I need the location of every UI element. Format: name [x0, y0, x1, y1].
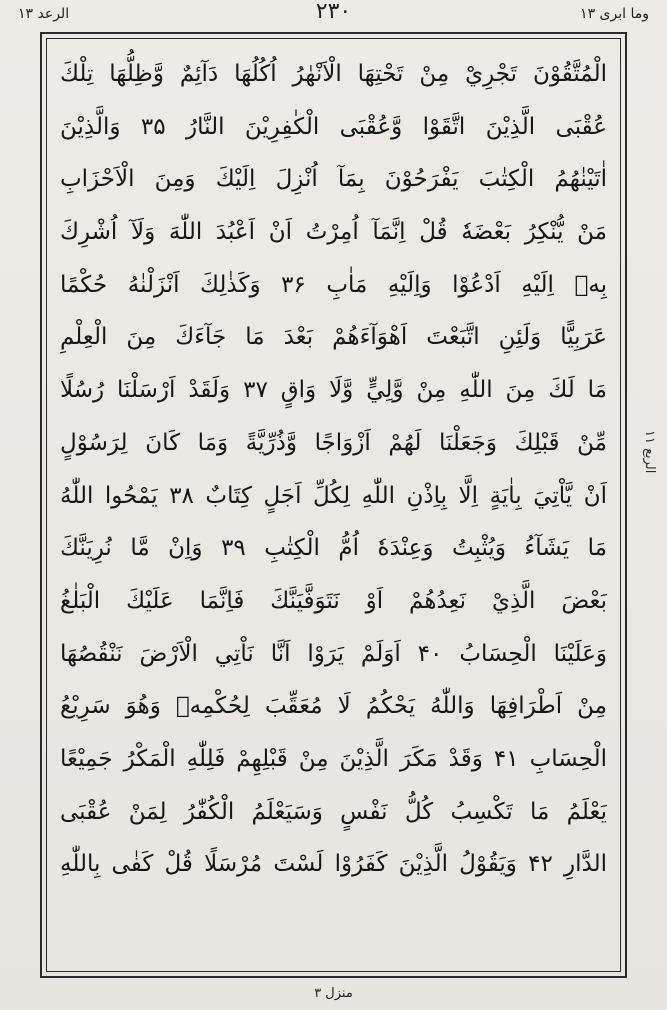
verse-line: الْحِسَابِ ۴۱ وَقَدْ مَكَرَ الَّذِيْنَ مِنْ قَبْلِهِمْ فَلِلّٰهِ الْمَكْرُ جَمِيْعًا	[60, 745, 607, 772]
verse-line: الدَّارِ ۴۲ وَيَقُوْلُ الَّذِيْنَ كَفَرُوْا لَسْتَ مُرْسَلًا قُلْ كَفٰى بِاللّٰهِ	[60, 851, 607, 878]
verse-line: الْمُتَّقُوْنَ تَجْرِيْ مِنْ تَحْتِهَا الْاَنْهٰرُ اُكُلُهَا دَآئِمٌ وَّظِلُّهَا تِلْكَ	[60, 61, 607, 87]
header-para-name: وما ابری ۱۳	[580, 6, 649, 22]
page-footer-manzil: منزل ۳	[314, 986, 353, 1001]
verse-line: عَرَبِيًّا وَلَئِنِ اتَّبَعْتَ اَهْوَآءَهُمْ بَعْدَ مَا جَآءَكَ مِنَ الْعِلْمِ	[60, 324, 607, 351]
verse-line: بَعْضَ الَّذِيْ نَعِدُهُمْ اَوْ نَتَوَفَّيَنَّكَ فَاِنَّمَا عَلَيْكَ الْبَلٰغُ	[60, 587, 607, 614]
verse-line: يَعْلَمُ مَا تَكْسِبُ كُلُّ نَفْسٍ وَسَيَعْلَمُ الْكُفّٰرُ لِمَنْ عُقْبَى	[60, 798, 607, 825]
verse-line: مَا لَكَ مِنَ اللّٰهِ مِنْ وَّلِيٍّ وَّلَا وَاقٍ ۳۷ وَلَقَدْ اَرْسَلْنَا رُسُلًا	[60, 377, 607, 404]
verse-line: مِنْ اَطْرَافِهَا وَاللّٰهُ يَحْكُمُ لَا مُعَقِّبَ لِحُكْمِهٖ وَهُوَ سَرِيْعُ	[60, 693, 607, 720]
verse-line: بِهٖ اِلَيْهِ اَدْعُوْا وَاِلَيْهِ مَاٰبِ ۳۶ وَكَذٰلِكَ اَنْزَلْنٰهُ حُكْمًا	[60, 271, 607, 298]
verse-text-block	[46, 38, 621, 972]
verse-line: اٰتَيْنٰهُمُ الْكِتٰبَ يَفْرَحُوْنَ بِمَآ اُنْزِلَ اِلَيْكَ وَمِنَ الْاَحْزَابِ	[60, 166, 607, 193]
page-header	[0, 0, 667, 34]
verse-line: وَعَلَيْنَا الْحِسَابُ ۴۰ اَوَلَمْ يَرَوْا اَنَّا نَاْتِي الْاَرْضَ نَنْقُصُهَا	[60, 640, 607, 667]
verse-line: اَنْ يَّاْتِيَ بِاٰيَةٍ اِلَّا بِاِذْنِ اللّٰهِ لِكُلِّ اَجَلٍ كِتَابٌ ۳۸ يَمْحُوا اللّٰهُ	[60, 482, 607, 509]
verse-line: مَنْ يُّنْكِرُ بَعْضَهٗ قُلْ اِنَّمَآ اُمِرْتُ اَنْ اَعْبُدَ اللّٰهَ وَلَآ اُشْرِكَ	[60, 219, 607, 246]
page-number: ۲۳۰	[315, 0, 352, 24]
verse-line: عُقْبَى الَّذِيْنَ اتَّقَوْا وَّعُقْبَى الْكٰفِرِيْنَ النَّارُ ۳۵ وَالَّذِيْنَ	[60, 113, 607, 140]
verse-line: مِّنْ قَبْلِكَ وَجَعَلْنَا لَهُمْ اَزْوَاجًا وَّذُرِّيَّةً وَمَا كَانَ لِرَسُوْلٍ	[60, 429, 607, 456]
margin-ruku-note: الربع ۱۱	[642, 430, 657, 474]
header-surah-name: الرعد ۱۳	[18, 6, 70, 22]
verse-line: مَا يَشَآءُ وَيُثْبِتُ وَعِنْدَهٗ اُمُّ الْكِتٰبِ ۳۹ وَاِنْ مَّا نُرِيَنَّكَ	[60, 535, 607, 562]
